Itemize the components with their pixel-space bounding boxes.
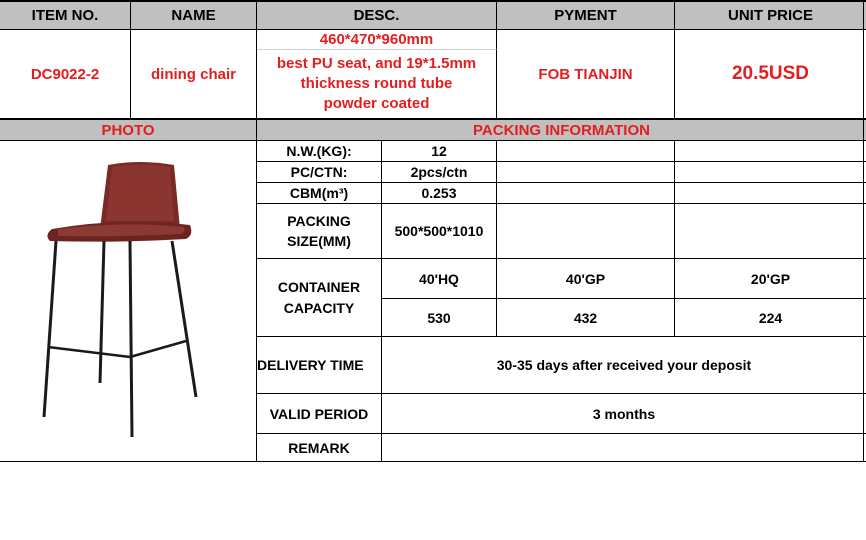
- packing-size-label-cell: [257, 204, 382, 259]
- desc-line-3: powder coated: [323, 95, 430, 112]
- nw-label: N.W.(KG):: [286, 143, 352, 159]
- bar-stool-image: [0, 141, 256, 461]
- packing-size-label-1: PACKING: [287, 213, 351, 229]
- container-type-3: 20'GP: [750, 270, 791, 287]
- header-unit-price: [675, 0, 866, 30]
- valid-label: VALID PERIOD: [269, 405, 369, 422]
- valid-value-cell: [382, 394, 866, 434]
- delivery-label: DELIVERY TIME: [257, 357, 364, 373]
- photo-section-label: PHOTO: [101, 121, 155, 139]
- capacity-2: 432: [573, 309, 598, 326]
- cbm-value: 0.253: [421, 185, 457, 201]
- remark-label: REMARK: [288, 439, 350, 456]
- cbm-value-cell: [382, 183, 497, 204]
- capacity-1: 530: [427, 309, 451, 326]
- desc-details-cell: [257, 50, 497, 119]
- desc-line-2: thickness round tube: [300, 75, 453, 92]
- packing-size-value-cell: [382, 204, 497, 259]
- header-pyment: [497, 0, 675, 30]
- container-label-2: CAPACITY: [283, 299, 355, 316]
- unit-price-cell: [675, 30, 866, 119]
- container-label-1: CONTAINER: [277, 278, 361, 295]
- cbm-label-cell: [257, 183, 382, 204]
- container-type-2: 40'GP: [565, 270, 606, 287]
- container-type-1: 40'HQ: [419, 270, 459, 287]
- pc-value-cell: [382, 162, 497, 183]
- item-number-cell: [0, 30, 131, 119]
- desc-size: 460*470*960mm: [319, 31, 434, 48]
- container-type-2-cell: [497, 259, 675, 299]
- nw-empty-1: [497, 141, 675, 162]
- item-number: DC9022-2: [30, 65, 100, 83]
- pc-empty-1: [497, 162, 675, 183]
- capacity-2-cell: [497, 299, 675, 337]
- photo-section-header: [0, 119, 257, 141]
- header-pyment-label: PYMENT: [554, 7, 617, 24]
- capacity-1-cell: [382, 299, 497, 337]
- chair-leg-back-left: [100, 241, 104, 383]
- capacity-3-cell: [675, 299, 866, 337]
- cbm-label: CBM(m³): [289, 185, 349, 201]
- size-empty-1: [497, 204, 675, 259]
- item-name-cell: [131, 30, 257, 119]
- remark-value-cell: [382, 434, 866, 462]
- header-name: [131, 0, 257, 30]
- pc-label-cell: [257, 162, 382, 183]
- desc-line-1: best PU seat, and 19*1.5mm: [276, 55, 477, 72]
- container-type-3-cell: [675, 259, 866, 299]
- valid-label-cell: [257, 394, 382, 434]
- delivery-value: 30-35 days after received your deposit: [496, 357, 752, 373]
- nw-value: 12: [431, 143, 447, 159]
- delivery-value-cell: [382, 337, 866, 394]
- nw-value-cell: [382, 141, 497, 162]
- desc-size-cell: [257, 30, 497, 50]
- packing-size-value: 500*500*1010: [394, 223, 484, 239]
- payment-cell: [497, 30, 675, 119]
- remark-label-cell: [257, 434, 382, 462]
- chair-footrest-side: [130, 341, 186, 357]
- header-desc-label: DESC.: [353, 7, 400, 24]
- unit-price: 20.5USD: [731, 63, 810, 84]
- cbm-empty-2: [675, 183, 866, 204]
- product-photo: [0, 141, 257, 462]
- container-type-1-cell: [382, 259, 497, 299]
- table-right-border: [863, 0, 864, 462]
- pc-label: PC/CTN:: [290, 164, 348, 180]
- header-item-no: [0, 0, 131, 30]
- pc-empty-2: [675, 162, 866, 183]
- size-empty-2: [675, 204, 866, 259]
- packing-size-label-2: SIZE(MM): [287, 233, 351, 249]
- delivery-label-cell: [257, 337, 382, 394]
- item-name: dining chair: [150, 65, 236, 83]
- chair-backrest-highlight: [106, 165, 174, 222]
- header-name-label: NAME: [171, 7, 216, 24]
- valid-value: 3 months: [592, 405, 656, 422]
- cbm-empty-1: [497, 183, 675, 204]
- chair-footrest-front: [48, 347, 130, 357]
- nw-label-cell: [257, 141, 382, 162]
- container-label-cell: [257, 259, 382, 337]
- chair-leg-back-right: [172, 241, 196, 397]
- chair-leg-front-left: [44, 241, 56, 417]
- header-desc: [257, 0, 497, 30]
- nw-empty-2: [675, 141, 866, 162]
- header-unit-price-label: UNIT PRICE: [727, 7, 813, 24]
- chair-leg-front-right: [130, 241, 132, 437]
- capacity-3: 224: [758, 309, 783, 326]
- packing-section-label: PACKING INFORMATION: [473, 121, 650, 139]
- packing-section-header: [257, 119, 866, 141]
- header-item-no-label: ITEM NO.: [31, 7, 99, 24]
- payment-terms: FOB TIANJIN: [538, 65, 633, 83]
- pc-value: 2pcs/ctn: [410, 164, 468, 180]
